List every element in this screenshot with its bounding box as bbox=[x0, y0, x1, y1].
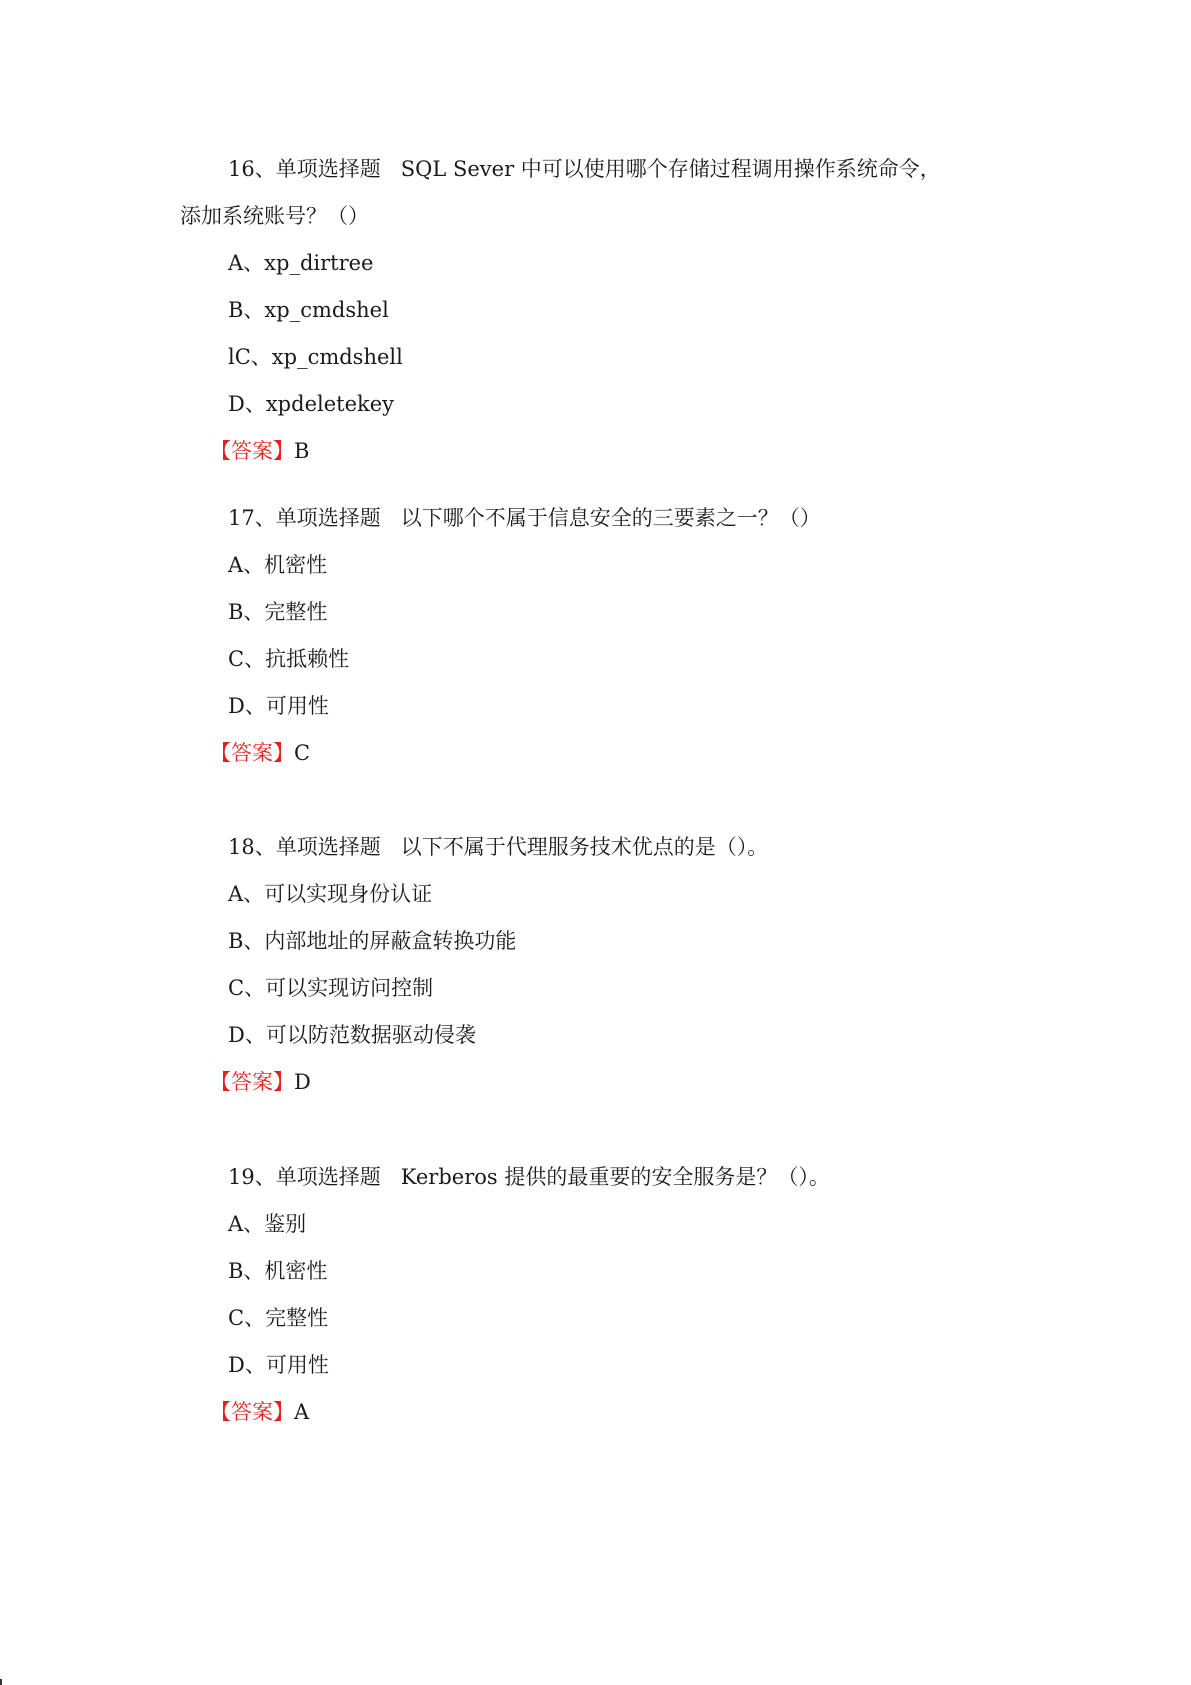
question-number: 17、 bbox=[228, 506, 276, 530]
option-d: D、xpdeletekey bbox=[228, 392, 395, 416]
question-16 bbox=[180, 146, 1040, 475]
option-a: A、鉴别 bbox=[228, 1212, 307, 1236]
option-c: C、可以实现访问控制 bbox=[228, 976, 434, 1000]
option-b: B、内部地址的屏蔽盒转换功能 bbox=[228, 929, 517, 953]
question-stem bbox=[180, 146, 1040, 193]
option-c: C、完整性 bbox=[228, 1306, 329, 1330]
question-text: Kerberos 提供的最重要的安全服务是？（）。 bbox=[400, 1165, 830, 1189]
question-stem bbox=[180, 824, 1040, 871]
question-19 bbox=[180, 1154, 1040, 1436]
answer-value: D bbox=[294, 1070, 311, 1094]
answer-value: A bbox=[294, 1400, 310, 1424]
option-a: A、可以实现身份认证 bbox=[228, 882, 433, 906]
option-b: B、完整性 bbox=[228, 600, 328, 624]
question-text: SQL Sever 中可以使用哪个存储过程调用操作系统命令， bbox=[400, 157, 941, 181]
question-text-continued: 添加系统账号？（） bbox=[180, 204, 369, 228]
question-type: 单项选择题 bbox=[275, 157, 381, 181]
answer bbox=[180, 1389, 1040, 1436]
question-number: 18、 bbox=[228, 835, 276, 859]
question-type: 单项选择题 bbox=[275, 506, 381, 530]
option-d: D、可用性 bbox=[228, 1353, 329, 1377]
question-number: 19、 bbox=[228, 1165, 276, 1189]
question-17 bbox=[180, 495, 1040, 777]
option-a: A、机密性 bbox=[228, 553, 328, 577]
question-18 bbox=[180, 824, 1040, 1106]
answer-value: C bbox=[294, 741, 311, 765]
question-number: 16、 bbox=[228, 157, 276, 181]
option-d: D、可以防范数据驱动侵袭 bbox=[228, 1023, 476, 1047]
question-text: 以下哪个不属于信息安全的三要素之一？（） bbox=[400, 506, 821, 530]
answer-label: 【答案】 bbox=[210, 741, 294, 765]
answer bbox=[180, 730, 1040, 777]
answer bbox=[180, 1059, 1040, 1106]
option-c: lC、xp_cmdshell bbox=[228, 345, 403, 369]
page-edge-mark bbox=[0, 1679, 2, 1685]
option-d: D、可用性 bbox=[228, 694, 329, 718]
question-type: 单项选择题 bbox=[275, 835, 381, 859]
question-stem bbox=[180, 495, 1040, 542]
option-a: A、xp_dirtree bbox=[228, 251, 374, 275]
answer-label: 【答案】 bbox=[210, 1070, 294, 1094]
option-b: B、机密性 bbox=[228, 1259, 328, 1283]
answer-label: 【答案】 bbox=[210, 439, 294, 463]
question-stem bbox=[180, 1154, 1040, 1201]
question-type: 单项选择题 bbox=[275, 1165, 381, 1189]
question-text: 以下不属于代理服务技术优点的是（）。 bbox=[400, 835, 769, 859]
answer-label: 【答案】 bbox=[210, 1400, 294, 1424]
option-c: C、抗抵赖性 bbox=[228, 647, 350, 671]
answer-value: B bbox=[294, 439, 310, 463]
option-b: B、xp_cmdshel bbox=[228, 298, 389, 322]
answer bbox=[180, 428, 1040, 475]
